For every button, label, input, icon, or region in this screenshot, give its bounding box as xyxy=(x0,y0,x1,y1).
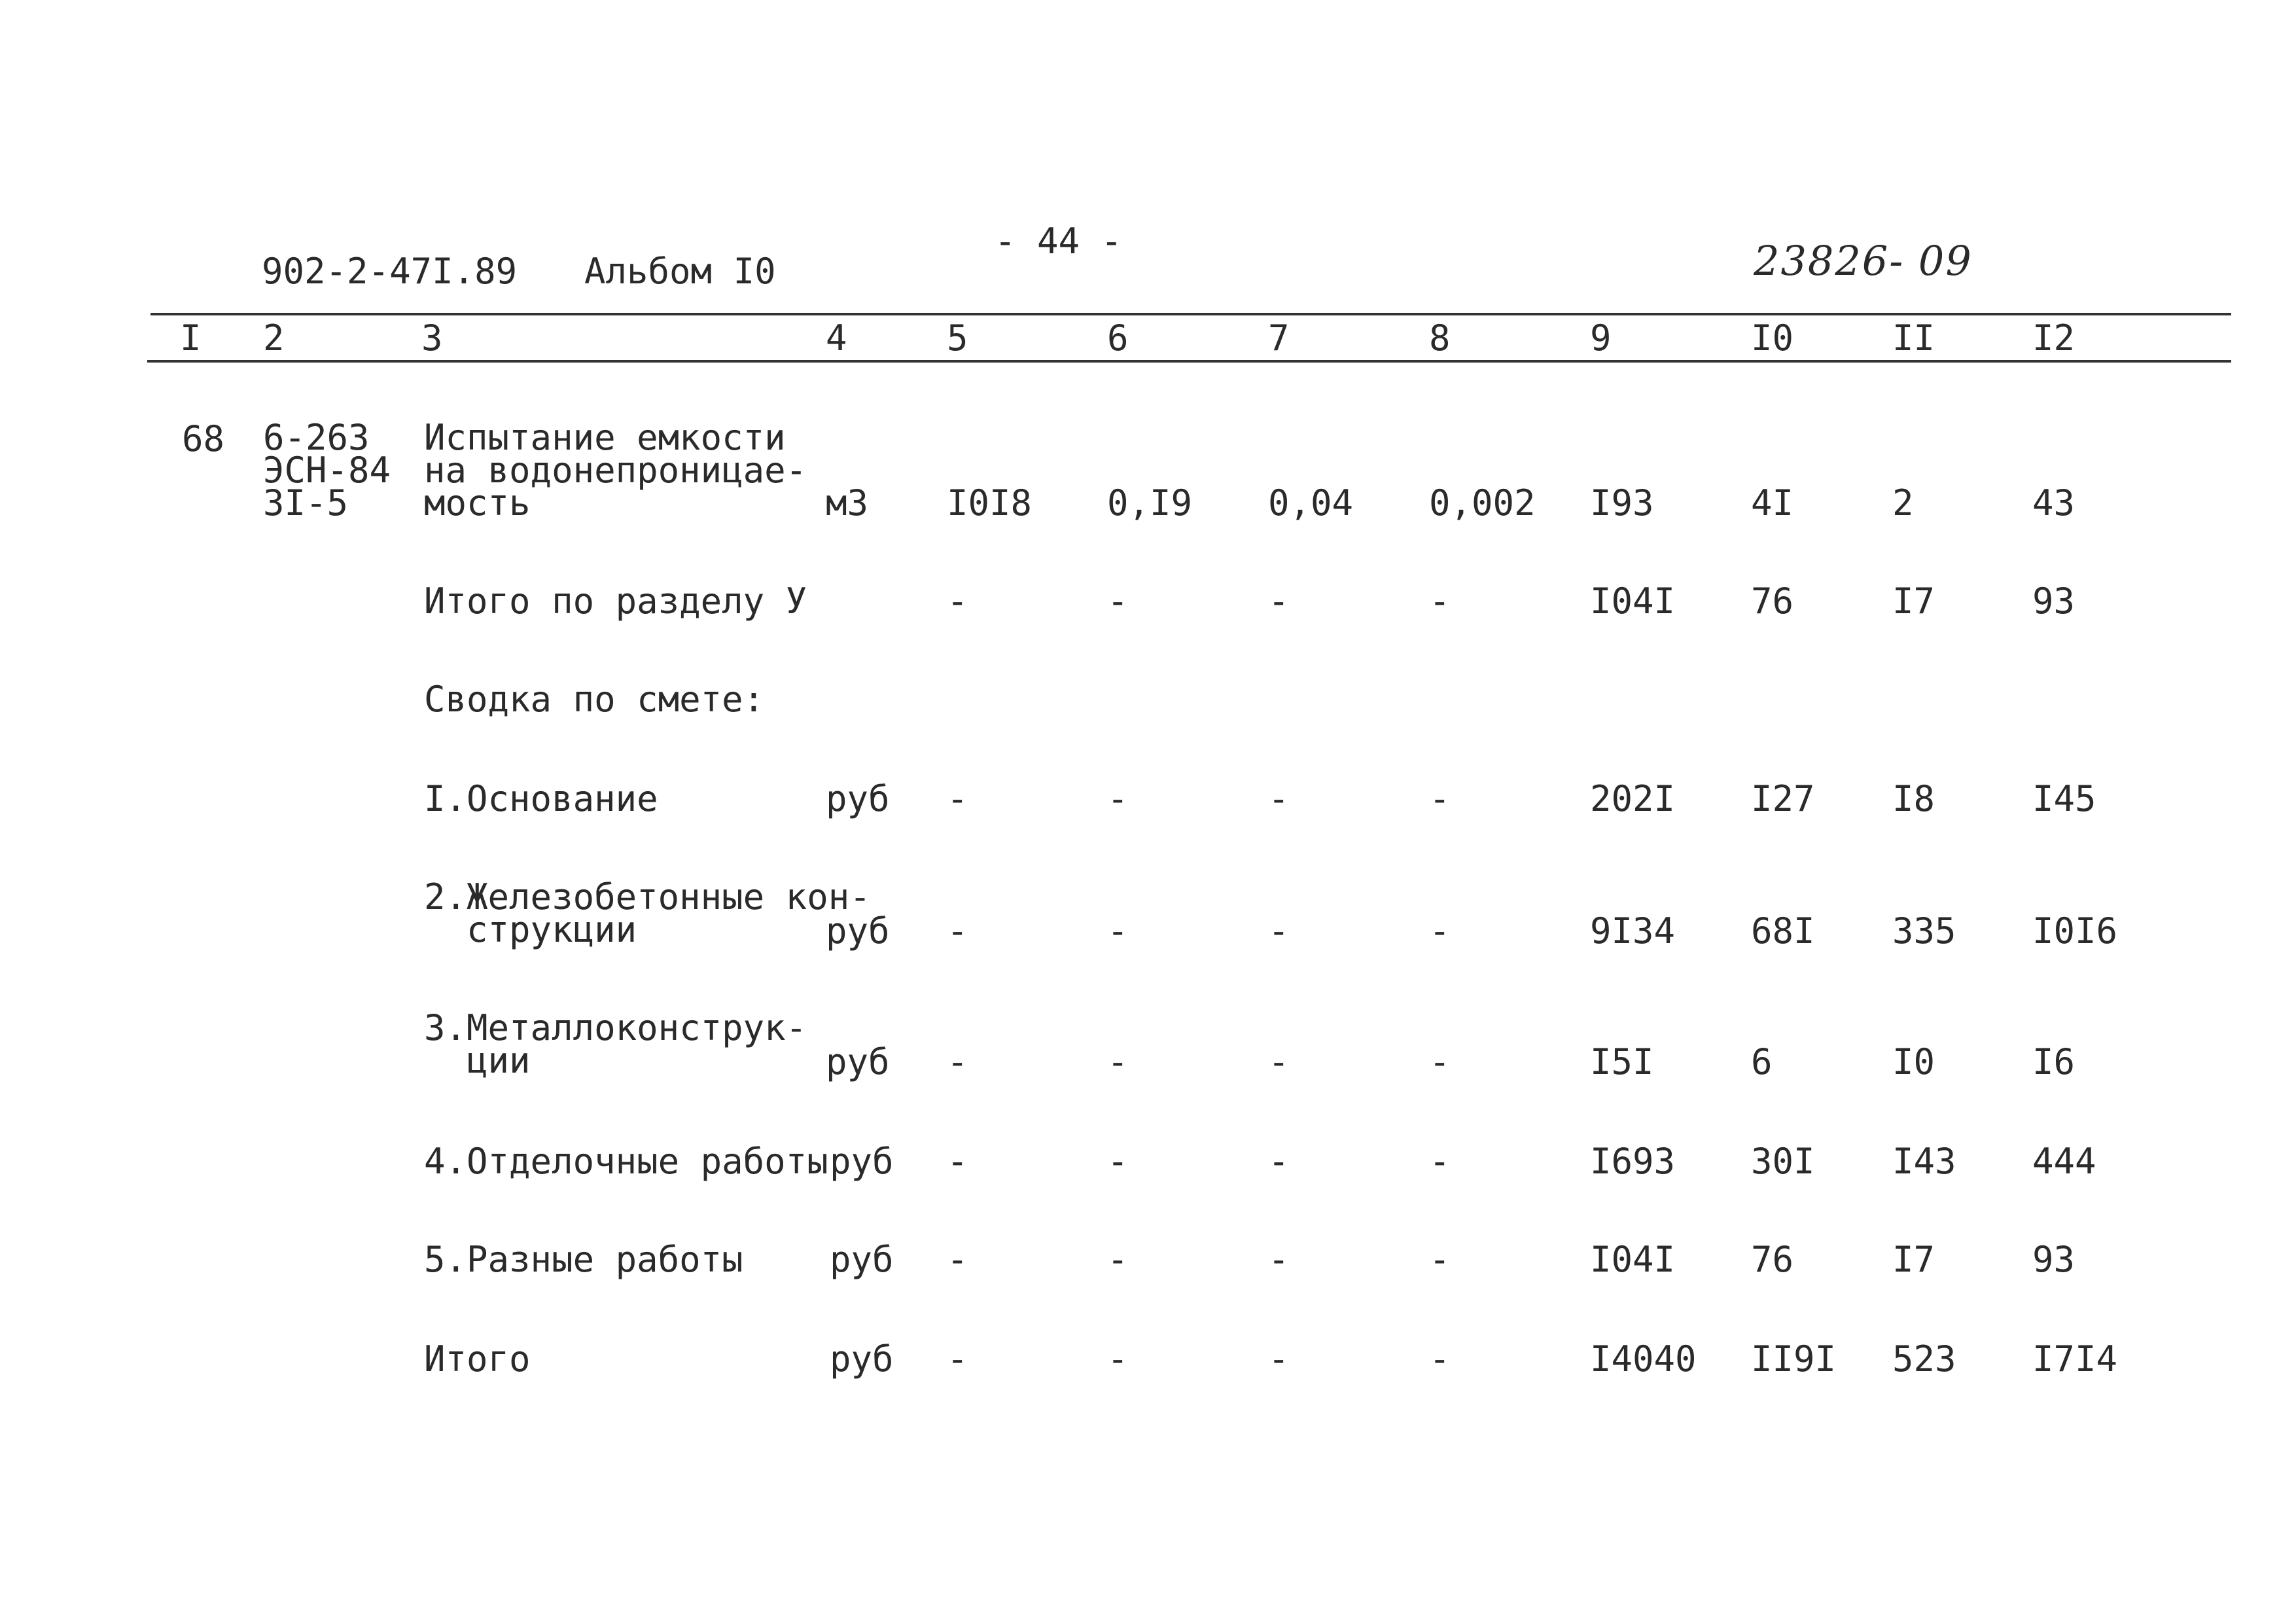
cell-col5: - xyxy=(947,580,968,622)
cell-col12: 93 xyxy=(2032,1239,2075,1280)
cell-col7: - xyxy=(1268,1041,1290,1082)
cell-col6: - xyxy=(1107,910,1129,952)
cell-col7: - xyxy=(1268,1338,1290,1380)
cell-col5: I0I8 xyxy=(947,482,1033,524)
table-top-rule xyxy=(150,313,2231,315)
column-header-4: 4 xyxy=(826,317,847,359)
unit-cell: руб xyxy=(826,1041,890,1082)
cell-col8: - xyxy=(1429,778,1451,819)
cell-col7: - xyxy=(1268,1141,1290,1182)
cell-col5: - xyxy=(947,778,968,819)
cell-col11: I8 xyxy=(1892,778,1935,819)
row-description: Итого по разделу У xyxy=(424,580,807,622)
cell-col6: - xyxy=(1107,778,1129,819)
cell-col6: - xyxy=(1107,1041,1129,1082)
cell-col8: - xyxy=(1429,580,1451,622)
cell-col8: 0,002 xyxy=(1429,482,1536,524)
cell-col9: 9I34 xyxy=(1590,910,1676,952)
cell-col11: 335 xyxy=(1892,910,1956,952)
inventory-number: 23826- 09 xyxy=(1754,237,1973,285)
column-header-10: I0 xyxy=(1751,317,1794,359)
column-header-7: 7 xyxy=(1268,317,1290,359)
column-header-2: 2 xyxy=(263,317,285,359)
page-number: - 44 - xyxy=(995,221,1123,262)
cell-col12: I6 xyxy=(2032,1041,2075,1082)
cell-col8: - xyxy=(1429,1141,1451,1182)
cell-col9: I5I xyxy=(1590,1041,1654,1082)
cell-col12: I0I6 xyxy=(2032,910,2118,952)
cell-col6: - xyxy=(1107,1141,1129,1182)
unit-cell: руб xyxy=(830,1338,894,1380)
row-description: I.Основание xyxy=(424,778,658,819)
column-header-8: 8 xyxy=(1429,317,1451,359)
row-description: Итого xyxy=(424,1338,531,1380)
cell-col12: I7I4 xyxy=(2032,1338,2118,1380)
cell-col10: 4I xyxy=(1751,482,1794,524)
document-code: 902-2-47I.89 xyxy=(262,251,518,292)
row-description: 5.Разные работы xyxy=(424,1239,743,1280)
table-header-bottom-rule xyxy=(147,360,2231,363)
cell-col10: 6 xyxy=(1751,1041,1773,1082)
unit-cell: руб xyxy=(830,1239,894,1280)
cell-col11: I7 xyxy=(1892,580,1935,622)
cell-col10: I27 xyxy=(1751,778,1815,819)
cell-col8: - xyxy=(1429,1338,1451,1380)
norm-code xyxy=(263,417,391,524)
cell-col7: - xyxy=(1268,1239,1290,1280)
unit-cell: руб xyxy=(830,1141,894,1182)
norm-code-line: 3I-5 xyxy=(263,482,349,524)
cell-col10: 30I xyxy=(1751,1141,1815,1182)
row-description xyxy=(424,1007,807,1081)
cell-col8: - xyxy=(1429,1239,1451,1280)
row-number: 68 xyxy=(182,418,225,459)
unit-cell: м3 xyxy=(826,482,869,524)
cell-col9: 202I xyxy=(1590,778,1676,819)
cell-col5: - xyxy=(947,1239,968,1280)
cell-col12: I45 xyxy=(2032,778,2096,819)
description-line: Испытание емкости xyxy=(424,417,786,458)
cell-col9: I04I xyxy=(1590,580,1676,622)
cell-col9: I04I xyxy=(1590,1239,1676,1280)
cell-col7: - xyxy=(1268,580,1290,622)
cell-col6: - xyxy=(1107,580,1129,622)
cell-col11: 2 xyxy=(1892,482,1914,524)
cell-col8: - xyxy=(1429,910,1451,952)
column-header-5: 5 xyxy=(947,317,968,359)
norm-code-line: ЭСН-84 xyxy=(263,450,391,491)
cell-col10: 76 xyxy=(1751,1239,1794,1280)
cell-col12: 93 xyxy=(2032,580,2075,622)
column-header-3: 3 xyxy=(421,317,443,359)
cell-col10: 76 xyxy=(1751,580,1794,622)
column-header-1: I xyxy=(180,317,202,359)
work-description xyxy=(424,417,807,524)
cell-col5: - xyxy=(947,910,968,952)
row-description: 4.Отделочные работы xyxy=(424,1141,828,1182)
cell-col9: I693 xyxy=(1590,1141,1676,1182)
cell-col11: I43 xyxy=(1892,1141,1956,1182)
cell-col7: - xyxy=(1268,910,1290,952)
cell-col7: - xyxy=(1268,778,1290,819)
norm-code-line: 6-263 xyxy=(263,417,370,458)
cell-col5: - xyxy=(947,1041,968,1082)
column-header-6: 6 xyxy=(1107,317,1129,359)
album-label: Альбом I0 xyxy=(584,251,776,292)
cell-col10: 68I xyxy=(1751,910,1815,952)
cell-col11: I7 xyxy=(1892,1239,1935,1280)
description-line: 3.Металлоконструк- xyxy=(424,1007,807,1048)
column-header-11: II xyxy=(1892,317,1935,359)
cell-col5: - xyxy=(947,1141,968,1182)
summary-heading: Сводка по смете: xyxy=(424,679,765,720)
description-line: ции xyxy=(424,1040,531,1081)
cell-col6: - xyxy=(1107,1239,1129,1280)
cell-col9: I4040 xyxy=(1590,1338,1697,1380)
description-line: мость xyxy=(424,482,531,524)
cell-col5: - xyxy=(947,1338,968,1380)
description-line: на водонепроницае- xyxy=(424,450,807,491)
column-header-9: 9 xyxy=(1590,317,1612,359)
cell-col9: I93 xyxy=(1590,482,1654,524)
cell-col6: 0,I9 xyxy=(1107,482,1193,524)
cell-col11: 523 xyxy=(1892,1338,1956,1380)
row-description xyxy=(424,876,871,950)
unit-cell: руб xyxy=(826,778,890,819)
column-header-12: I2 xyxy=(2032,317,2075,359)
description-line: 2.Железобетонные кон- xyxy=(424,876,871,918)
cell-col12: 444 xyxy=(2032,1141,2096,1182)
description-line: струкции xyxy=(424,909,637,950)
cell-col7: 0,04 xyxy=(1268,482,1354,524)
cell-col8: - xyxy=(1429,1041,1451,1082)
cell-col12: 43 xyxy=(2032,482,2075,524)
cell-col10: II9I xyxy=(1751,1338,1837,1380)
cell-col11: I0 xyxy=(1892,1041,1935,1082)
unit-cell: руб xyxy=(826,910,890,952)
cell-col6: - xyxy=(1107,1338,1129,1380)
